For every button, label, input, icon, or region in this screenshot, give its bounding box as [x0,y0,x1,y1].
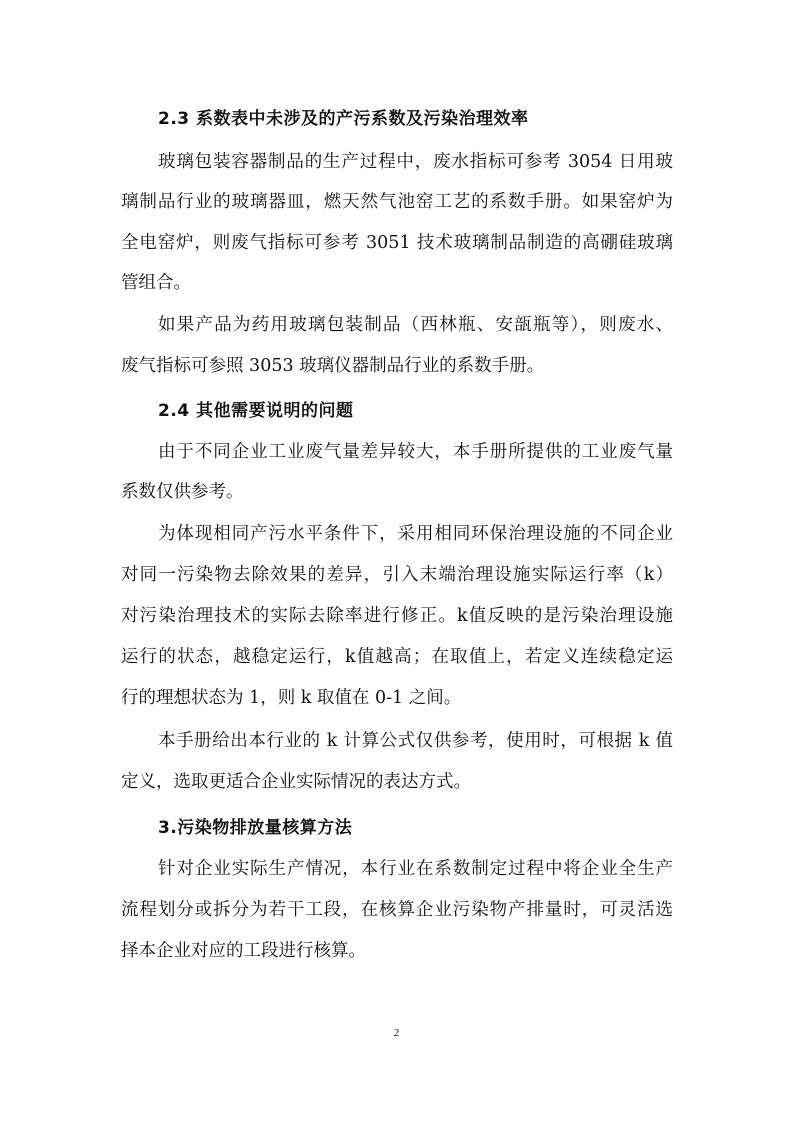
paragraph-line: 全电窑炉，则废气指标可参考 3051 技术玻璃制品制造的高硼硅玻璃 [121,233,673,253]
section-heading: 2.4 其他需要说明的问题 [158,401,354,421]
paragraph-line: 由于不同企业工业废气量差异较大，本手册所提供的工业废气量 [158,442,673,462]
paragraph-line: 废气指标可参照 3053 玻璃仪器制品行业的系数手册。 [121,356,545,376]
paragraph-line: 流程划分或拆分为若干工段，在核算企业污染物产排量时，可灵活选 [121,900,673,920]
paragraph-line: 对污染治理技术的实际去除率进行修正。k值反映的是污染治理设施 [121,606,673,626]
paragraph-line: 玻璃包装容器制品的生产过程中，废水指标可参考 3054 日用玻 [158,152,673,172]
paragraph-line: 择本企业对应的工段进行核算。 [121,941,366,961]
paragraph-line: 本手册给出本行业的 k 计算公式仅供参考，使用时，可根据 k 值 [158,731,673,751]
paragraph-line: 运行的状态，越稳定运行，k值越高；在取值上，若定义连续稳定运 [121,647,673,667]
section-heading: 2.3 系数表中未涉及的产污系数及污染治理效率 [158,109,529,129]
paragraph-line: 对同一污染物去除效果的差异，引入末端治理设施实际运行率（k） [121,565,673,585]
paragraph-line: 系数仅供参考。 [121,482,244,502]
paragraph-line: 针对企业实际生产情况，本行业在系数制定过程中将企业全生产 [158,859,673,879]
page-number: 2 [393,1027,400,1039]
paragraph-line: 璃制品行业的玻璃器皿，燃天然气池窑工艺的系数手册。如果窑炉为 [121,192,673,212]
paragraph-line: 定义，选取更适合企业实际情况的表达方式。 [121,772,471,792]
paragraph-line: 管组合。 [121,273,191,293]
paragraph-line: 行的理想状态为 1，则 k 取值在 0-1 之间。 [121,688,462,708]
section-heading: 3.污染物排放量核算方法 [158,818,353,838]
paragraph-line: 如果产品为药用玻璃包装制品（西林瓶、安瓿瓶等），则废水、 [158,315,673,335]
paragraph-line: 为体现相同产污水平条件下，采用相同环保治理设施的不同企业 [158,524,673,544]
